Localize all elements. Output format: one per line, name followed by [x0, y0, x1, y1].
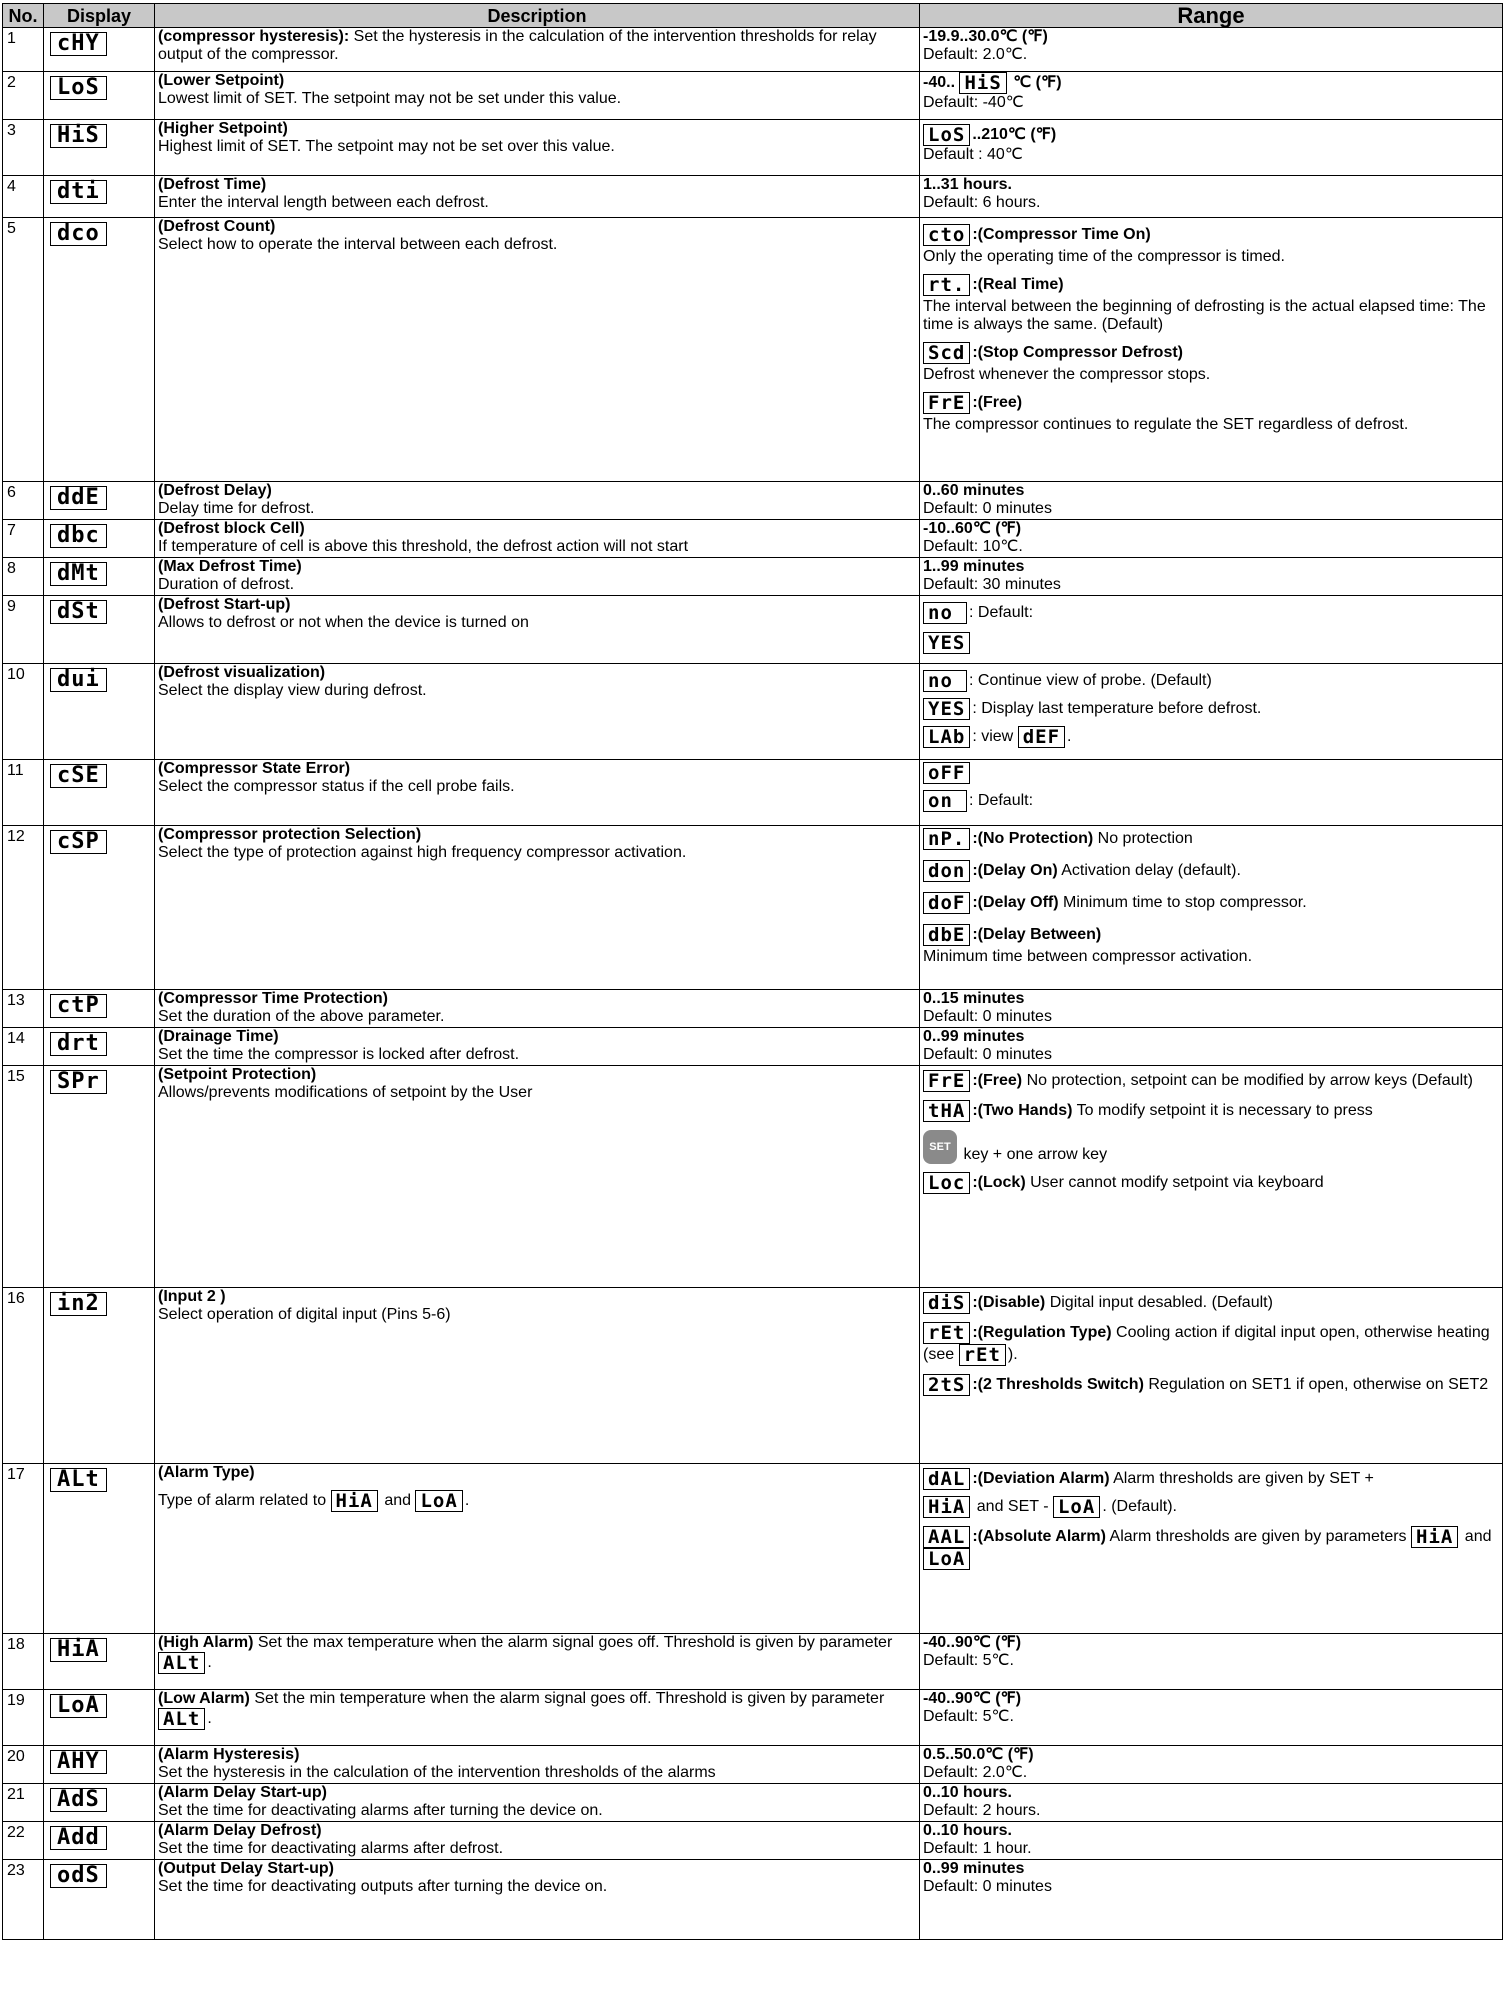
option-desc: Cooling action if digital input open, otherwise heating (see — [923, 1324, 1490, 1364]
row-number: 3 — [3, 120, 44, 176]
range-value: 0..15 minutes — [923, 990, 1025, 1007]
option-post: . (Default). — [1102, 1498, 1177, 1516]
range-default: Default: 2.0℃. — [923, 1764, 1028, 1781]
row-number: 14 — [3, 1028, 44, 1066]
option-label: :(Disable) — [972, 1294, 1046, 1312]
param-title: (Defrost block Cell) — [158, 520, 305, 537]
option-desc: No protection, setpoint can be modified by arrow keys (Default) — [1026, 1072, 1473, 1090]
table-row — [3, 558, 1503, 596]
param-desc: Select the type of protection against high frequency compressor activation. — [158, 844, 687, 861]
option-desc: Only the operating time of the compressor is timed. — [923, 248, 1285, 265]
desc-seg: HiA — [331, 1490, 378, 1512]
option-seg: dAL — [923, 1468, 970, 1490]
display-code: cHY — [50, 32, 107, 56]
option-seg: FrE — [923, 1070, 970, 1092]
option-label: :(Regulation Type) — [972, 1324, 1112, 1342]
option-seg-ref: LoA — [923, 1548, 970, 1570]
row-number: 17 — [3, 1464, 44, 1634]
option-label: :(2 Thresholds Switch) — [972, 1376, 1144, 1394]
option-desc: Digital input desabled. (Default) — [1049, 1294, 1273, 1312]
range-default: Default: 2 hours. — [923, 1802, 1041, 1819]
display-code: ddE — [50, 486, 107, 510]
header-no: No. — [3, 4, 44, 28]
display-code: HiS — [50, 124, 107, 148]
row-number: 12 — [3, 826, 44, 990]
option-label: :(Delay On) — [972, 862, 1058, 880]
option-label: :(Free) — [972, 394, 1023, 412]
table-row — [3, 1066, 1503, 1288]
option-label: :(Free) — [972, 1072, 1023, 1090]
param-desc: Duration of defrost. — [158, 576, 295, 593]
range-value: -10..60℃ (℉) — [923, 520, 1022, 537]
param-desc: Set the time for deactivating outputs after turning the device on. — [158, 1878, 608, 1895]
option-desc: Regulation on SET1 if open, otherwise on SET2 — [1148, 1376, 1489, 1394]
option-desc: Defrost whenever the compressor stops. — [923, 366, 1211, 383]
table-row — [3, 218, 1503, 482]
display-code: AHY — [50, 1750, 107, 1774]
param-title: (Alarm Delay Start-up) — [158, 1784, 327, 1801]
param-title: (Setpoint Protection) — [158, 1066, 317, 1083]
range-default: Default: 1 hour. — [923, 1840, 1032, 1857]
param-title: (Alarm Type) — [158, 1464, 255, 1481]
range-value: 0..99 minutes — [923, 1028, 1025, 1045]
option-label: :(Delay Between) — [972, 926, 1102, 944]
range-default: Default: 0 minutes — [923, 1046, 1052, 1063]
table-row — [3, 596, 1503, 664]
param-title: (Low Alarm) — [158, 1690, 250, 1707]
header-display: Display — [44, 4, 155, 28]
row-number: 22 — [3, 1822, 44, 1860]
table-row — [3, 1464, 1503, 1634]
param-desc: Set the hysteresis in the calculation of the intervention thresholds for relay output of the compressor. — [158, 28, 877, 63]
param-desc: Set the max temperature when the alarm signal goes off. Threshold is given by parameter — [257, 1634, 893, 1651]
param-desc: Set the time for deactivating alarms after turning the device on. — [158, 1802, 603, 1819]
table-row: 19 LoA (Low Alarm) Set the min temperature when the alarm signal goes off. Threshold is given by parameter ALt . -40..90℃ (℉) Default: 5℃. — [3, 1690, 1503, 1746]
option-label: :(Two Hands) — [972, 1102, 1073, 1120]
row-number: 7 — [3, 520, 44, 558]
option-desc: : view — [972, 728, 1014, 746]
param-title: (Defrost Time) — [158, 176, 267, 193]
option-desc: Alarm thresholds are given by SET + — [1113, 1470, 1374, 1488]
param-title: (Max Defrost Time) — [158, 558, 302, 575]
range-prefix: -40.. — [923, 74, 956, 92]
range-default: Default: 5℃. — [923, 1652, 1014, 1669]
header-range: Range — [920, 4, 1503, 28]
option-desc: The interval between the beginning of defrosting is the actual elapsed time: The time is always the same. (Default) — [923, 298, 1486, 333]
param-title: (compressor hysteresis): — [158, 28, 350, 45]
table-row — [3, 176, 1503, 218]
range-value: -40..90℃ (℉) — [923, 1634, 1022, 1651]
param-title: (Lower Setpoint) — [158, 72, 285, 89]
row-number: 21 — [3, 1784, 44, 1822]
option-seg: diS — [923, 1292, 970, 1314]
option-desc: No protection — [1097, 830, 1193, 848]
desc-seg: ALt — [158, 1708, 205, 1730]
option-desc: To modify setpoint it is necessary to press — [1076, 1102, 1373, 1120]
param-desc: Set the time for deactivating alarms after defrost. — [158, 1840, 504, 1857]
option-seg-ref: HiA — [1411, 1526, 1458, 1548]
display-code: dco — [50, 222, 107, 246]
option-seg: cto — [923, 224, 970, 246]
range-default: Default : 40℃ — [923, 146, 1023, 163]
range-default: Default: 6 hours. — [923, 194, 1041, 211]
row-number: 6 — [3, 482, 44, 520]
table-row — [3, 72, 1503, 120]
param-title: (Output Delay Start-up) — [158, 1860, 334, 1877]
row-number: 1 — [3, 28, 44, 72]
option-mid: and — [1464, 1528, 1492, 1546]
option-desc: User cannot modify setpoint via keyboard — [1030, 1174, 1324, 1192]
table-row — [3, 520, 1503, 558]
option-label: :(Absolute Alarm) — [972, 1528, 1106, 1546]
row-number: 15 — [3, 1066, 44, 1288]
table-row — [3, 120, 1503, 176]
param-title: (Compressor Time Protection) — [158, 990, 388, 1007]
display-code: ALt — [50, 1468, 107, 1492]
param-title: (Higher Setpoint) — [158, 120, 288, 137]
option-mid: and SET - — [976, 1498, 1049, 1516]
range-value: 1..31 hours. — [923, 176, 1012, 193]
param-desc: Allows to defrost or not when the device is turned on — [158, 614, 529, 631]
display-code: dSt — [50, 600, 107, 624]
param-title: (Defrost visualization) — [158, 664, 326, 681]
range-default: Default: 0 minutes — [923, 1878, 1052, 1895]
range-value: 0..10 hours. — [923, 1822, 1012, 1839]
and-text: and — [384, 1492, 412, 1510]
range-default: Default: -40℃ — [923, 94, 1024, 111]
option-seg: rEt — [923, 1322, 970, 1344]
display-code: cSE — [50, 764, 107, 788]
table-row — [3, 1288, 1503, 1464]
param-desc: Select how to operate the interval between each defrost. — [158, 236, 558, 253]
option-seg: doF — [923, 892, 970, 914]
row-number: 10 — [3, 664, 44, 760]
param-desc: Allows/prevents modifications of setpoint by the User — [158, 1084, 533, 1101]
param-title: (Compressor State Error) — [158, 760, 351, 777]
parameters-table — [2, 3, 1503, 1940]
range-default: Default: 5℃. — [923, 1708, 1014, 1725]
param-desc: Delay time for defrost. — [158, 500, 315, 517]
option-seg: YES — [923, 632, 970, 654]
header-description: Description — [155, 4, 920, 28]
row-number: 5 — [3, 218, 44, 482]
option-seg-ref: LoA — [1053, 1496, 1100, 1518]
table-row — [3, 1746, 1503, 1784]
range-default: Default: 2.0℃. — [923, 46, 1028, 63]
option-seg: oFF — [923, 762, 970, 784]
option-seg: Loc — [923, 1172, 970, 1194]
display-code: dti — [50, 180, 107, 204]
row-number: 8 — [3, 558, 44, 596]
option-seg: rt. — [923, 274, 970, 296]
option-label: :(Real Time) — [972, 276, 1064, 294]
param-desc: Set the hysteresis in the calculation of the intervention thresholds of the alarms — [158, 1764, 716, 1781]
option-desc: : Continue view of probe. (Default) — [969, 672, 1212, 690]
option-seg: tHA — [923, 1100, 970, 1122]
param-desc: If temperature of cell is above this threshold, the defrost action will not start — [158, 538, 689, 555]
display-code: Add — [50, 1826, 107, 1850]
option-seg: no — [923, 670, 967, 692]
param-desc: Lowest limit of SET. The setpoint may not be set under this value. — [158, 90, 622, 107]
range-default: Default: 0 minutes — [923, 500, 1052, 517]
param-desc: Highest limit of SET. The setpoint may not be set over this value. — [158, 138, 615, 155]
option-desc: : Default: — [969, 604, 1034, 622]
table-row — [3, 1784, 1503, 1822]
option-seg: don — [923, 860, 970, 882]
display-code: AdS — [50, 1788, 107, 1812]
range-default: Default: 30 minutes — [923, 576, 1061, 593]
param-desc: Select the compressor status if the cell probe fails. — [158, 778, 515, 795]
display-code: LoA — [50, 1694, 107, 1718]
option-desc: : Display last temperature before defrost. — [972, 700, 1262, 718]
row-number: 9 — [3, 596, 44, 664]
param-title: (Alarm Hysteresis) — [158, 1746, 300, 1763]
param-desc: Type of alarm related to — [158, 1492, 327, 1510]
option-seg: on — [923, 790, 967, 812]
option-label: :(Delay Off) — [972, 894, 1059, 912]
option-label: :(Stop Compressor Defrost) — [972, 344, 1184, 362]
param-title: (Input 2 ) — [158, 1288, 226, 1305]
option-desc: Minimum time to stop compressor. — [1063, 894, 1307, 912]
range-value: 0..60 minutes — [923, 482, 1025, 499]
range-suffix: ..210℃ (℉) — [972, 126, 1057, 144]
range-value: 1..99 minutes — [923, 558, 1025, 575]
table-row: 10 dui (Defrost visualization) Select the display view during defrost. no : Continue view of probe. (Default) YES : Display last temperature before defrost. LAb : view dEF . — [3, 664, 1503, 760]
display-code: LoS — [50, 76, 107, 100]
option-label: :(Lock) — [972, 1174, 1026, 1192]
param-title: (Defrost Start-up) — [158, 596, 291, 613]
option-seg: AAL — [923, 1526, 970, 1548]
option-desc: Alarm thresholds are given by parameters — [1109, 1528, 1407, 1546]
param-title: (High Alarm) — [158, 1634, 254, 1651]
range-value: 0.5..50.0℃ (℉) — [923, 1746, 1034, 1763]
param-title: (Compressor protection Selection) — [158, 826, 422, 843]
header-row — [3, 4, 1503, 28]
option-desc: Activation delay (default). — [1061, 862, 1241, 880]
row-number: 13 — [3, 990, 44, 1028]
table-row — [3, 1860, 1503, 1940]
table-row — [3, 28, 1503, 72]
option-seg: LAb — [923, 726, 970, 748]
param-desc: Set the time the compressor is locked after defrost. — [158, 1046, 520, 1063]
desc-post: . — [464, 1492, 470, 1510]
option-seg: dbE — [923, 924, 970, 946]
option-seg: no — [923, 602, 967, 624]
table-row — [3, 1028, 1503, 1066]
row-number: 18 — [3, 1634, 44, 1690]
table-row — [3, 482, 1503, 520]
param-desc: Set the duration of the above parameter. — [158, 1008, 445, 1025]
param-title: (Defrost Delay) — [158, 482, 272, 499]
option-desc: Minimum time between compressor activation. — [923, 948, 1253, 965]
display-code: dbc — [50, 524, 107, 548]
display-code: HiA — [50, 1638, 107, 1662]
row-number: 23 — [3, 1860, 44, 1940]
desc-seg: ALt — [158, 1652, 205, 1674]
param-desc: Set the min temperature when the alarm signal goes off. Threshold is given by parameter — [254, 1690, 885, 1707]
range-value: -40..90℃ (℉) — [923, 1690, 1022, 1707]
row-number: 4 — [3, 176, 44, 218]
table-row — [3, 990, 1503, 1028]
display-code: ctP — [50, 994, 107, 1018]
row-number: 16 — [3, 1288, 44, 1464]
option-desc: The compressor continues to regulate the SET regardless of defrost. — [923, 416, 1409, 433]
range-seg: LoS — [923, 124, 970, 146]
set-key-icon: SET — [923, 1130, 957, 1164]
display-code: odS — [50, 1864, 107, 1888]
option-label: :(Deviation Alarm) — [972, 1470, 1110, 1488]
range-value: 0..99 minutes — [923, 1860, 1025, 1877]
param-desc: Select the display view during defrost. — [158, 682, 427, 699]
param-desc: Enter the interval length between each defrost. — [158, 194, 489, 211]
table-row — [3, 760, 1503, 826]
row-number: 19 — [3, 1690, 44, 1746]
option-seg: YES — [923, 698, 970, 720]
option-seg: FrE — [923, 392, 970, 414]
option-seg: nP. — [923, 828, 970, 850]
display-code: SPr — [50, 1070, 107, 1094]
option-desc: : Default: — [969, 792, 1034, 810]
option-seg: Scd — [923, 342, 970, 364]
display-code: in2 — [50, 1292, 107, 1316]
display-code: cSP — [50, 830, 107, 854]
option-label: :(No Protection) — [972, 830, 1094, 848]
option-seg: 2tS — [923, 1374, 970, 1396]
option-seg-ref: HiA — [923, 1496, 970, 1518]
display-code: dui — [50, 668, 107, 692]
option-seg-ref: dEF — [1018, 726, 1065, 748]
range-suffix: ℃ (℉) — [1013, 74, 1062, 92]
display-code: dMt — [50, 562, 107, 586]
range-value: -19.9..30.0℃ (℉) — [923, 28, 1048, 45]
param-title: (Defrost Count) — [158, 218, 276, 235]
range-seg: HiS — [959, 72, 1006, 94]
row-number: 11 — [3, 760, 44, 826]
desc-seg: LoA — [415, 1490, 462, 1512]
param-title: (Alarm Delay Defrost) — [158, 1822, 322, 1839]
set-key-text: key + one arrow key — [963, 1146, 1108, 1163]
range-value: 0..10 hours. — [923, 1784, 1012, 1801]
table-row: 18 HiA (High Alarm) Set the max temperature when the alarm signal goes off. Threshold is given by parameter ALt . -40..90℃ (℉) Default: 5℃. — [3, 1634, 1503, 1690]
table-row — [3, 1822, 1503, 1860]
option-label: :(Compressor Time On) — [972, 226, 1151, 244]
param-title: (Drainage Time) — [158, 1028, 279, 1045]
table-row — [3, 826, 1503, 990]
option-seg-ref: rEt — [959, 1344, 1006, 1366]
option-post: ). — [1007, 1346, 1018, 1364]
display-code: drt — [50, 1032, 107, 1056]
row-number: 20 — [3, 1746, 44, 1784]
param-desc: Select operation of digital input (Pins 5-6) — [158, 1306, 451, 1323]
row-number: 2 — [3, 72, 44, 120]
range-default: Default: 0 minutes — [923, 1008, 1052, 1025]
range-default: Default: 10℃. — [923, 538, 1023, 555]
